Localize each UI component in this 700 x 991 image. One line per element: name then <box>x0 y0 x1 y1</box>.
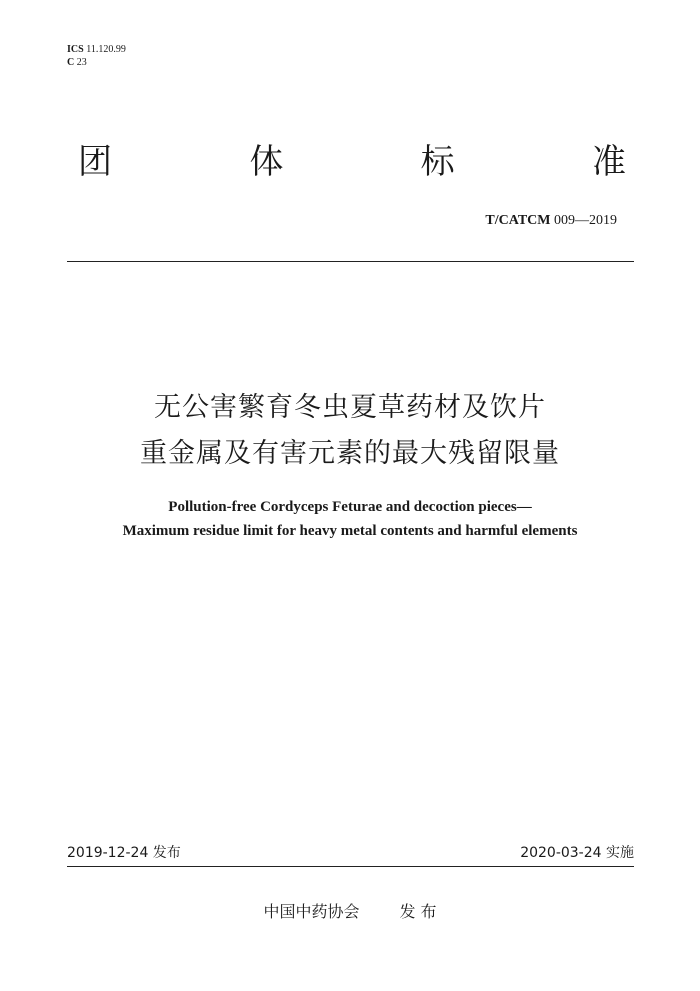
doc-type-char: 准 <box>591 142 626 182</box>
implement-date: 2020-03-24 实施 <box>520 845 634 861</box>
ccs-code: 23 <box>76 57 87 68</box>
english-title-line-1: Pollution-free Cordyceps Feturae and decoction pieces— <box>168 499 532 515</box>
ccs-label: C <box>67 57 75 68</box>
bottom-divider <box>67 866 634 867</box>
ccs-line <box>67 56 126 69</box>
classification-block <box>67 43 126 69</box>
issuer-name: 中国中药协会 <box>263 902 360 921</box>
ics-code: 11.120.99 <box>86 44 126 55</box>
doc-type-char: 标 <box>420 142 455 182</box>
issuer-action: 发 布 <box>399 902 437 921</box>
chinese-title-line-2: 重金属及有害元素的最大残留限量 <box>140 438 560 469</box>
document-type-title <box>78 142 626 182</box>
publish-date: 2019-12-24 发布 <box>67 845 181 861</box>
standard-number <box>485 212 617 230</box>
standard-prefix: T/CATCM <box>485 213 551 228</box>
doc-type-char: 体 <box>249 142 284 182</box>
ics-line <box>67 43 126 56</box>
issuer <box>0 901 700 923</box>
top-divider <box>67 261 634 262</box>
chinese-title-line-1: 无公害繁育冬虫夏草药材及饮片 <box>154 392 546 423</box>
standard-number-value: 009—2019 <box>554 213 617 228</box>
doc-type-char: 团 <box>78 142 112 182</box>
english-title-line-2: Maximum residue limit for heavy metal contents and harmful elements <box>122 523 578 539</box>
ics-label: ICS <box>67 44 84 55</box>
